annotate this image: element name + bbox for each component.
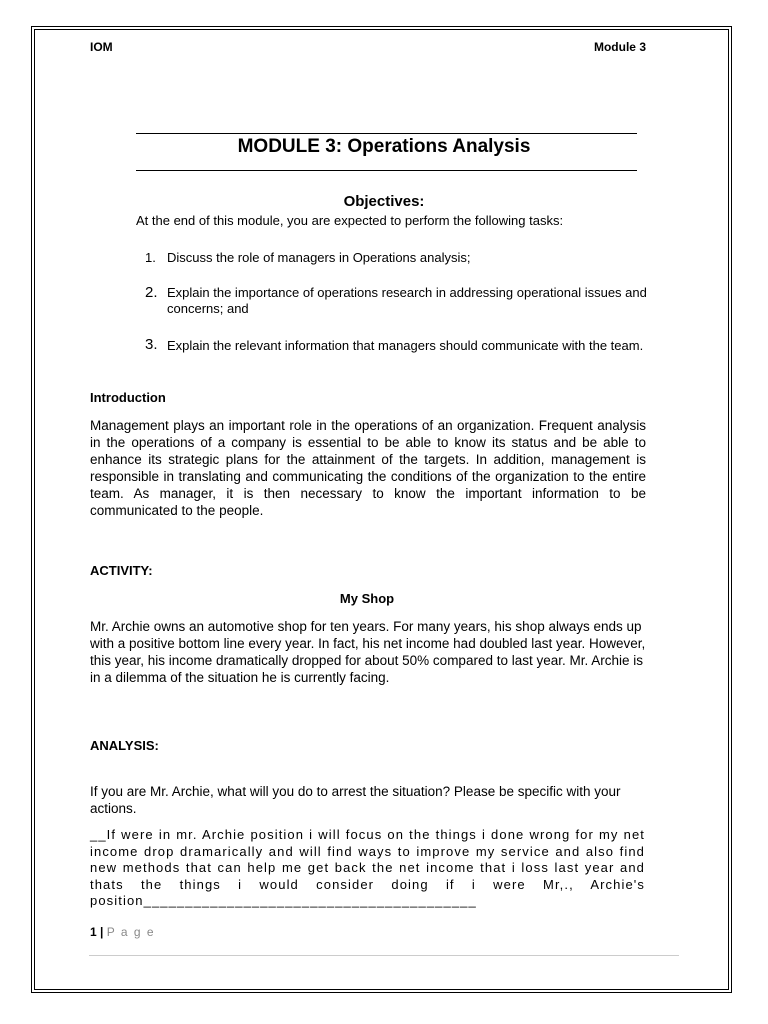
objective-number: 2. xyxy=(145,284,158,301)
objective-item: Discuss the role of managers in Operations analysis; xyxy=(167,250,471,265)
objective-item: Explain the relevant information that managers should communicate with the team. xyxy=(167,338,644,353)
objectives-intro: At the end of this module, you are expected to perform the following tasks: xyxy=(136,213,564,228)
objective-item: Explain the importance of operations research in addressing operational issues and concerns; and xyxy=(167,285,647,316)
objective-number: 1. xyxy=(145,250,156,265)
case-body: Mr. Archie owns an automotive shop for ten years. For many years, his shop always ends up with a positive bottom line every year. In fact, his net income had doubled last year. However, this year, his income dramatically dropped for about 50% compared to last year. Mr. Archie is in a dilemma of the situation he is currently facing. xyxy=(90,619,646,685)
page-number xyxy=(90,925,155,939)
page-label: P a g e xyxy=(106,925,156,939)
objective-number: 3. xyxy=(145,336,158,353)
case-title: My Shop xyxy=(339,591,395,606)
page-number-value: 1 | xyxy=(90,925,104,939)
objectives-heading: Objectives: xyxy=(343,193,425,210)
page-title: MODULE 3: Operations Analysis xyxy=(237,136,531,157)
introduction-body: Management plays an important role in the operations of an organization. Frequent analysis in the operations of a company is essential to be able to know its status and be able to enhance its strategic plans for the attainment of the targets. In addition, management is responsible in translating and communicating the conditions of the organization to the entire team. As manager, it is then necessary to know the important information to be communicated to the people. xyxy=(90,418,646,518)
header-right: Module 3 xyxy=(593,40,646,54)
analysis-answer: __If were in mr. Archie position i will focus on the things i done wrong for my net income drop dramarically and will find ways to improve my service and also find new methods that can help me get back the net income that i loss last year and thats the things i would consider doing if i were Mr,., Archie's position________________________________________ xyxy=(90,827,645,908)
analysis-question: If you are Mr. Archie, what will you do to arrest the situation? Please be specific with your actions. xyxy=(90,784,621,816)
title-rule-bottom xyxy=(136,170,637,171)
activity-heading: ACTIVITY: xyxy=(90,563,153,578)
header-left: IOM xyxy=(90,40,113,54)
analysis-heading: ANALYSIS: xyxy=(90,738,159,753)
introduction-heading: Introduction xyxy=(90,390,166,405)
title-rule-top xyxy=(136,133,637,134)
footer-divider xyxy=(89,955,679,956)
